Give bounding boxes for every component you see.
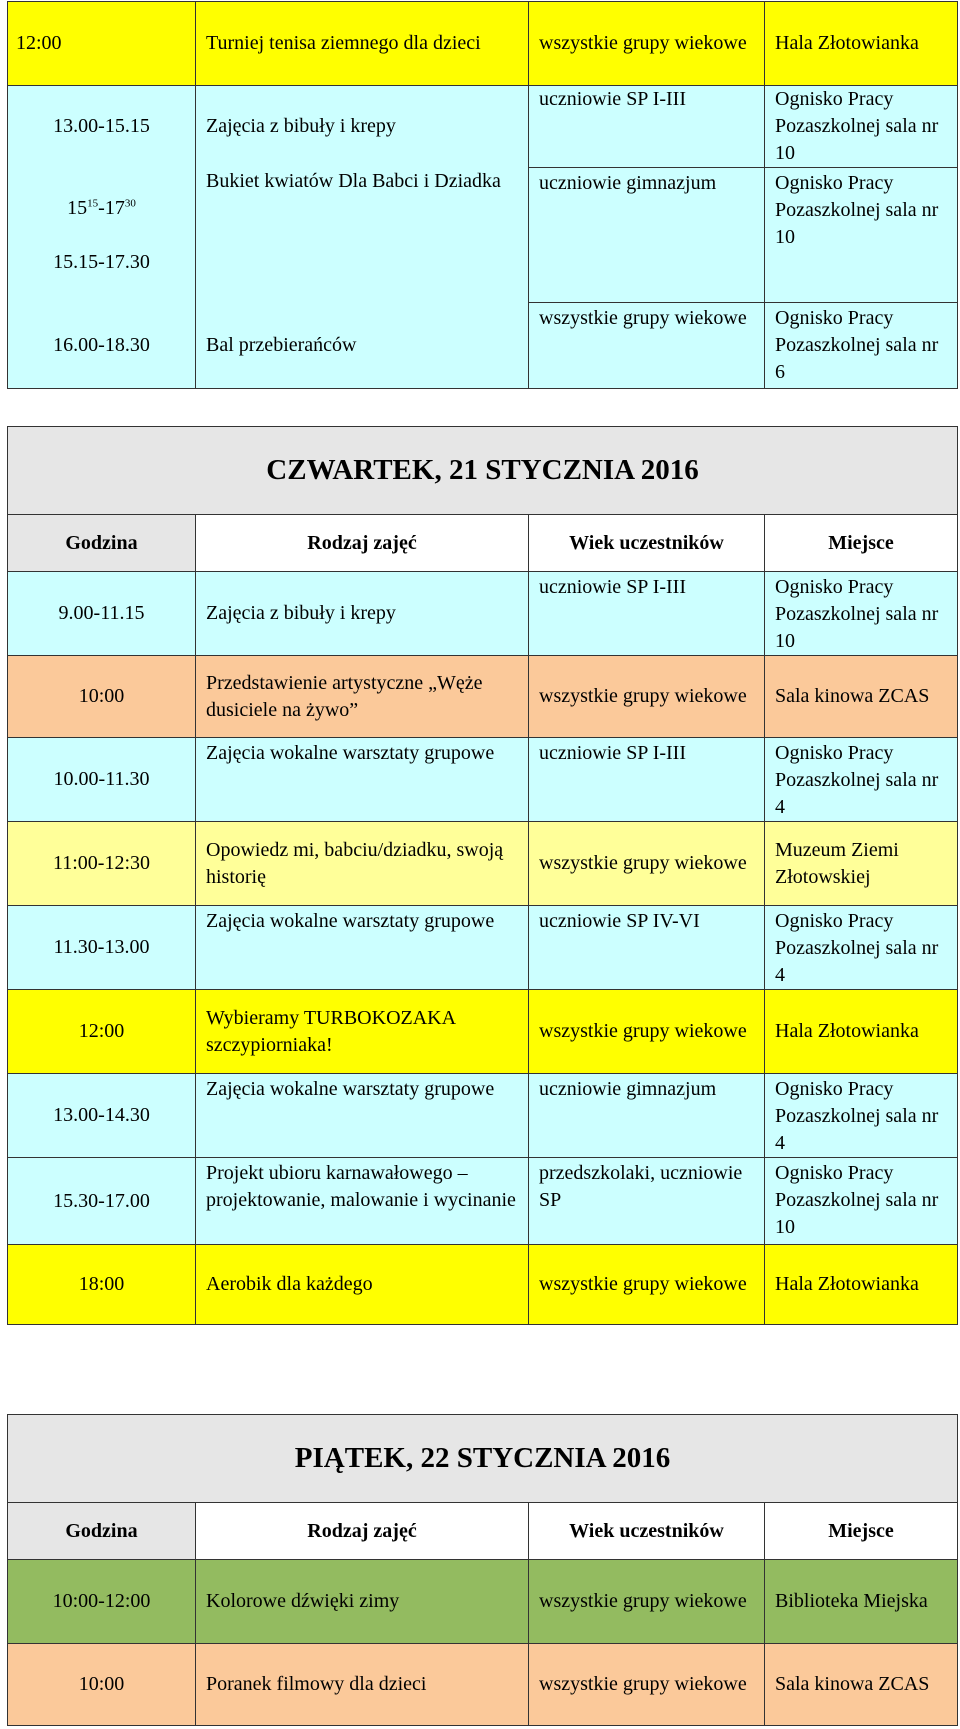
time-base: 15 [67, 196, 88, 219]
age-cell: uczniowie SP IV-VI [529, 906, 765, 990]
activity-cell: Zajęcia z bibuły i krepy [196, 572, 529, 656]
place-cell: Sala kinowa ZCAS [765, 1644, 958, 1726]
place-cell: Ognisko Pracy Pozaszkolnej sala nr 4 [765, 1074, 958, 1158]
age-cell: uczniowie SP I-III [529, 738, 765, 822]
header-age: Wiek uczestników [529, 1503, 765, 1560]
table-row [8, 168, 958, 303]
activity-cell: Poranek filmowy dla dzieci [196, 1644, 529, 1726]
day-title-row [8, 1415, 958, 1503]
age-cell: wszystkie grupy wiekowe [529, 1644, 765, 1726]
place-cell: Ognisko Pracy Pozaszkolnej sala nr 10 [765, 168, 958, 303]
header-time: Godzina [8, 1503, 196, 1560]
activity-cell: Przedstawienie artystyczne „Węże dusiciele na żywo” [196, 656, 529, 738]
age-cell: uczniowie SP I-III [529, 86, 765, 168]
table-row [8, 86, 958, 168]
age-cell: wszystkie grupy wiekowe [529, 656, 765, 738]
place-cell: Hala Złotowianka [765, 990, 958, 1074]
activity-cell: Turniej tenisa ziemnego dla dzieci [196, 2, 529, 86]
activity-cell: Bal przebierańców [196, 303, 529, 389]
time-line2: 15.15-17.30 [53, 250, 150, 273]
time-cell: 16.00-18.30 [8, 303, 196, 389]
place-cell: Hala Złotowianka [765, 1245, 958, 1325]
time-cell: 10:00-12:00 [8, 1560, 196, 1644]
activity-cell: Opowiedz mi, babciu/dziadku, swoją historię [196, 822, 529, 906]
place-cell: Hala Złotowianka [765, 2, 958, 86]
age-cell: wszystkie grupy wiekowe [529, 1245, 765, 1325]
time-sup-start: 15 [87, 196, 99, 209]
table-row [8, 906, 958, 990]
time-cell: 10:00 [8, 656, 196, 738]
page-title: PIĄTEK, 22 STYCZNIA 2016 [8, 1415, 958, 1503]
place-cell: Muzeum Ziemi Złotowskiej [765, 822, 958, 906]
age-cell: wszystkie grupy wiekowe [529, 1560, 765, 1644]
header-time: Godzina [8, 515, 196, 572]
time-cell: 18:00 [8, 1245, 196, 1325]
time-cell: 15.30-17.00 [8, 1158, 196, 1245]
activity-cell: Zajęcia wokalne warsztaty grupowe [196, 1074, 529, 1158]
age-cell: wszystkie grupy wiekowe [529, 303, 765, 389]
age-cell: wszystkie grupy wiekowe [529, 2, 765, 86]
time-cell: 9.00-11.15 [8, 572, 196, 656]
table-row [8, 990, 958, 1074]
place-cell: Ognisko Pracy Pozaszkolnej sala nr 10 [765, 572, 958, 656]
time-cell [8, 168, 196, 303]
time-cell: 12:00 [8, 2, 196, 86]
header-row [8, 515, 958, 572]
header-place: Miejsce [765, 1503, 958, 1560]
age-cell: wszystkie grupy wiekowe [529, 990, 765, 1074]
time-cell: 11:00-12:30 [8, 822, 196, 906]
time-cell: 13.00-15.15 [8, 86, 196, 168]
age-cell: przedszkolaki, uczniowie SP [529, 1158, 765, 1245]
table-row [8, 572, 958, 656]
table-row [8, 1158, 958, 1245]
activity-cell: Wybieramy TURBOKOZAKA szczypiorniaka! [196, 990, 529, 1074]
activity-cell: Zajęcia wokalne warsztaty grupowe [196, 906, 529, 990]
activity-cell: Bukiet kwiatów Dla Babci i Dziadka [196, 168, 529, 303]
place-cell: Ognisko Pracy Pozaszkolnej sala nr 4 [765, 906, 958, 990]
header-activity: Rodzaj zajęć [196, 515, 529, 572]
activity-cell: Projekt ubioru karnawałowego –projektowanie, malowanie i wycinanie [196, 1158, 529, 1245]
time-cell: 12:00 [8, 990, 196, 1074]
age-cell: uczniowie gimnazjum [529, 1074, 765, 1158]
friday-schedule-table [7, 1414, 958, 1726]
activity-cell: Zajęcia wokalne warsztaty grupowe [196, 738, 529, 822]
place-cell: Ognisko Pracy Pozaszkolnej sala nr 4 [765, 738, 958, 822]
time-cell: 10:00 [8, 1644, 196, 1726]
table-row [8, 822, 958, 906]
table-row [8, 738, 958, 822]
activity-cell: Zajęcia z bibuły i krepy [196, 86, 529, 168]
table-row [8, 1644, 958, 1726]
header-age: Wiek uczestników [529, 515, 765, 572]
place-cell: Biblioteka Miejska [765, 1560, 958, 1644]
table-row [8, 1560, 958, 1644]
schedule-table-continued [7, 1, 958, 389]
time-cell: 10.00-11.30 [8, 738, 196, 822]
header-place: Miejsce [765, 515, 958, 572]
table-row [8, 303, 958, 389]
day-title-row [8, 427, 958, 515]
activity-cell: Aerobik dla każdego [196, 1245, 529, 1325]
header-row [8, 1503, 958, 1560]
time-mid: -17 [98, 196, 125, 219]
table-row [8, 2, 958, 86]
place-cell: Sala kinowa ZCAS [765, 656, 958, 738]
table-row [8, 1074, 958, 1158]
time-sup-end: 30 [124, 196, 136, 209]
time-cell: 13.00-14.30 [8, 1074, 196, 1158]
activity-cell: Kolorowe dźwięki zimy [196, 1560, 529, 1644]
table-row [8, 656, 958, 738]
time-cell: 11.30-13.00 [8, 906, 196, 990]
page-title: CZWARTEK, 21 STYCZNIA 2016 [8, 427, 958, 515]
thursday-schedule-table [7, 426, 958, 1325]
place-cell: Ognisko Pracy Pozaszkolnej sala nr 10 [765, 1158, 958, 1245]
table-row [8, 1245, 958, 1325]
place-cell: Ognisko Pracy Pozaszkolnej sala nr 10 [765, 86, 958, 168]
age-cell: uczniowie SP I-III [529, 572, 765, 656]
age-cell: uczniowie gimnazjum [529, 168, 765, 303]
age-cell: wszystkie grupy wiekowe [529, 822, 765, 906]
header-activity: Rodzaj zajęć [196, 1503, 529, 1560]
place-cell: Ognisko Pracy Pozaszkolnej sala nr 6 [765, 303, 958, 389]
